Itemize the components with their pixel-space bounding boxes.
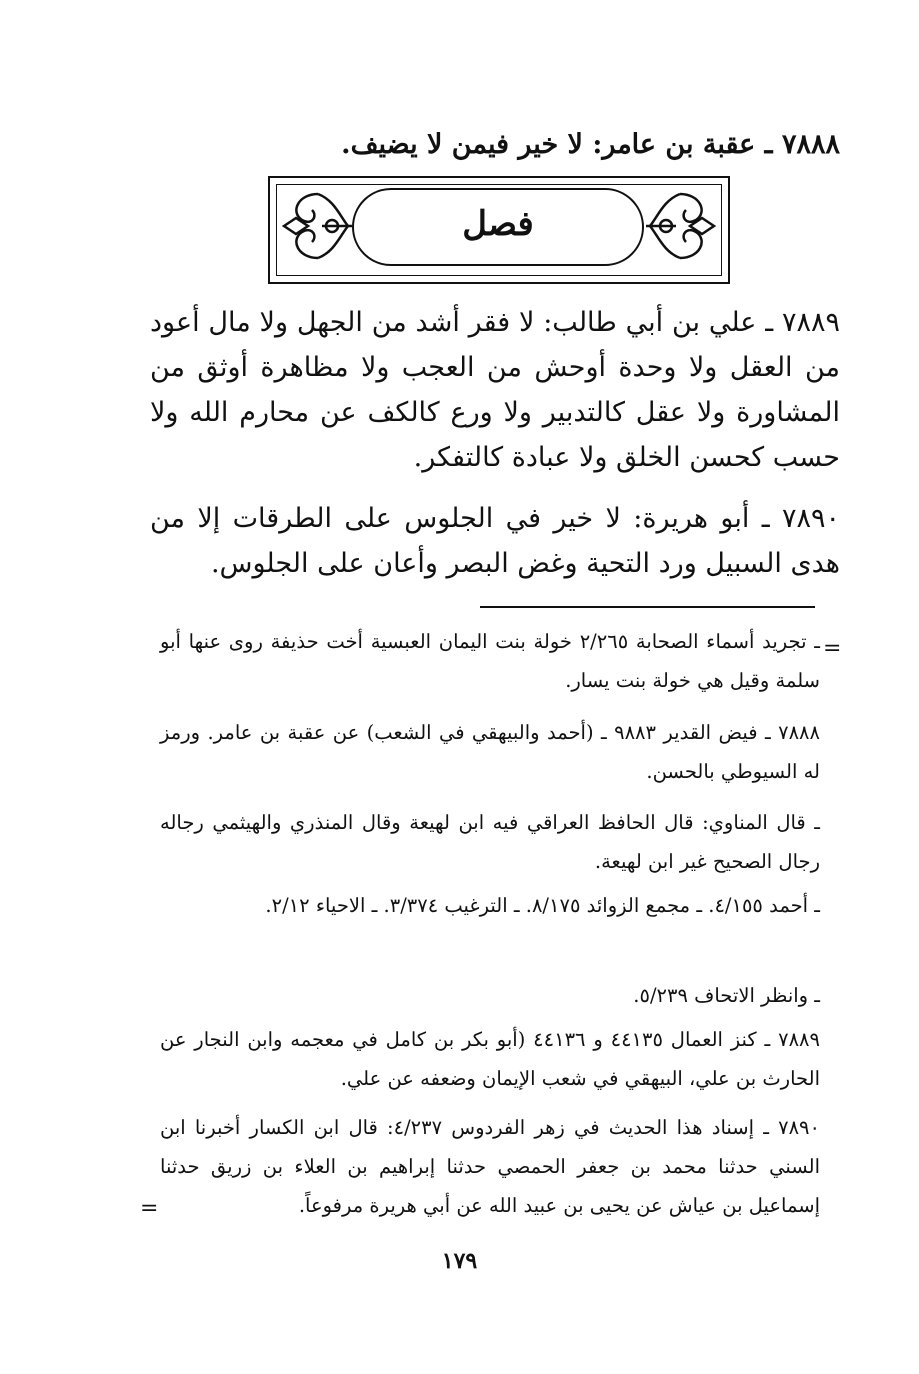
footnote-7888-munawi: ـ قال المناوي: قال الحافظ العراقي فيه ابن لهيعة وقال المنذري والهيثمي رجاله رجال الصحيح غير ابن لهيعة.: [160, 811, 820, 873]
arabesque-ornament-left-icon: [278, 186, 358, 266]
section-heading-frame: [268, 176, 730, 284]
footnote-divider: [480, 606, 815, 608]
section-heading: فصل: [462, 204, 534, 244]
arabesque-ornament-right-icon: [640, 186, 720, 266]
entry-7890: ٧٨٩٠ ـ أبو هريرة: لا خير في الجلوس على الطرقات إلا من هدى السبيل ورد التحية وغض البصر وأعان على الجلوس.: [150, 503, 840, 579]
footnote-7888-source: ٧٨٨٨ ـ فيض القدير ٩٨٨٣ ـ (أحمد والبيهقي في الشعب) عن عقبة بن عامر. ورمز له السيوطي بالحسن.: [160, 721, 820, 783]
entry-7889: ٧٨٨٩ ـ علي بن أبي طالب: لا فقر أشد من الجهل ولا مال أعود من العقل ولا وحدة أوحش من العجب ولا مظاهرة أوثق من المشاورة ولا عقل كالتدبير ولا ورع كالكف عن محارم الله ولا حسب كحسن الخلق ولا عبادة كالتفكر.: [150, 307, 840, 473]
footnote-7890: ٧٨٩٠ ـ إسناد هذا الحديث في زهر الفردوس ٤/٢٣٧: قال ابن الكسار أخبرنا ابن السني حدثنا محمد بن جعفر الحمصي حدثنا إبراهيم بن العلاء بن زريق حدثنا إسماعيل بن عياش عن يحيى بن عبيد الله عن أبي هريرة مرفوعاً.: [160, 1116, 820, 1217]
footnote-7889: ٧٨٨٩ ـ كنز العمال ٤٤١٣٥ و ٤٤١٣٦ (أبو بكر بن كامل في معجمه وابن النجار عن الحارث بن علي، البيهقي في شعب الإيمان وضعفه عن علي.: [160, 1028, 820, 1090]
footnote-7888-refs: ـ أحمد ٤/١٥٥. ـ مجمع الزوائد ٨/١٧٥. ـ الترغيب ٣/٣٧٤. ـ الاحياء ٢/١٢.: [265, 894, 820, 917]
footnote-7888-ithaf: ـ وانظر الاتحاف ٥/٢٣٩.: [633, 984, 820, 1007]
entry-7888: ٧٨٨٨ ـ عقبة بن عامر: لا خير فيمن لا يضيف.: [341, 129, 840, 160]
page-number: ١٧٩: [441, 1248, 478, 1274]
continues-mark: =: [140, 1196, 159, 1221]
continuation-mark: =: [823, 636, 842, 661]
footnote-tajrid: ـ تجريد أسماء الصحابة ٢/٢٦٥ خولة بنت اليمان العبسية أخت حذيفة روى عنها أبو سلمة وقيل هي خولة بنت يسار.: [160, 630, 820, 692]
